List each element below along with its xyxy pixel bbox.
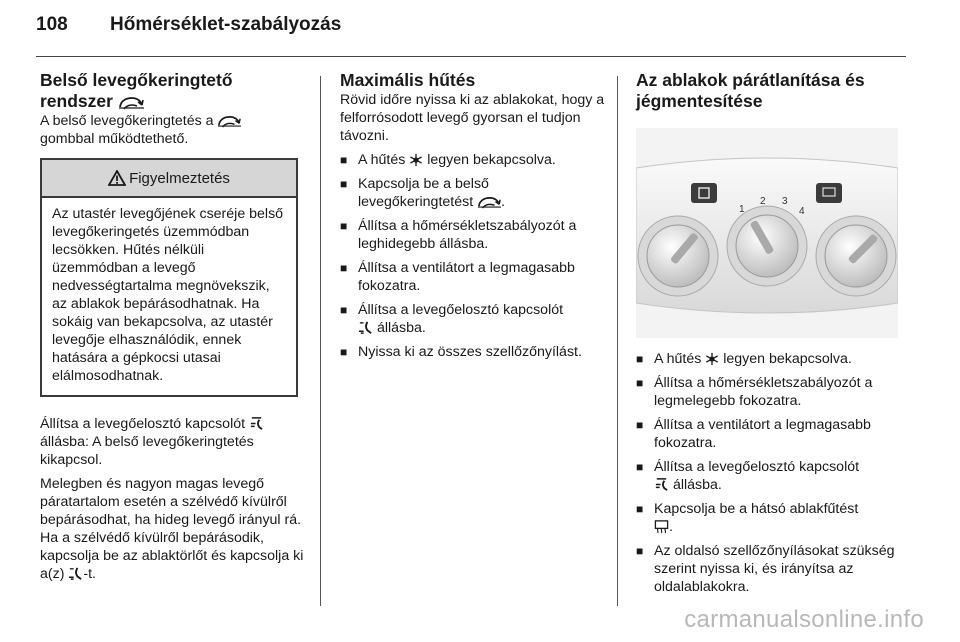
fan-speed-1: 1 xyxy=(739,204,745,215)
list-item: ■ Kapcsolja be a hátsó ablakfűtést . xyxy=(636,500,906,536)
snowflake-icon xyxy=(705,352,719,366)
ac-button xyxy=(691,183,717,203)
warning-triangle-icon xyxy=(108,170,126,186)
page-header xyxy=(36,14,341,36)
defrost-heading: Az ablakok párátlanítása és jégmentesítése xyxy=(636,70,865,111)
recirculation-icon xyxy=(477,196,501,209)
footwell-airflow-icon xyxy=(68,566,83,581)
upper-airflow-icon xyxy=(358,320,373,335)
column-recirculation xyxy=(40,70,305,583)
rear-window-heating-icon xyxy=(654,519,669,534)
paragraph-fogging: Melegben és nagyon magas levegő páratartalom esetén a szélvédő kívülről bepárásodhat, ha hideg levegő irányul rá. Ha a szélvédő kívülről bepárásodik, kapcsolja be az ablaktörlőt és kapcsolja ki a(z) -t. xyxy=(40,476,304,582)
paragraph-distribution: Állítsa a levegőelosztó kapcsolót állásba: A belső levegőkeringtetés kikapcsol. xyxy=(40,415,305,469)
list-item: ■ Állítsa a levegőelosztó kapcsolót állásba. xyxy=(636,458,906,494)
snowflake-icon xyxy=(409,153,423,167)
defrost-list xyxy=(636,350,906,596)
warning-box xyxy=(40,158,298,397)
list-item: ■ Kapcsolja be a belső levegőkeringtetést . xyxy=(340,175,608,211)
recirculation-icon xyxy=(118,96,144,110)
page-number: 108 xyxy=(36,14,68,35)
fan-speed-3: 3 xyxy=(782,196,788,207)
column-divider-2 xyxy=(617,76,618,606)
list-item: ■ Az oldalsó szellőzőnyílásokat szükség szerint nyissa ki, és irányítsa az oldalablakokra. xyxy=(636,542,906,596)
list-item: ■ Állítsa a ventilátort a legmagasabb fokozatra. xyxy=(636,416,906,452)
list-item: ■ Állítsa a ventilátort a legmagasabb fokozatra. xyxy=(340,259,608,295)
page-title: Hőmérséklet-szabályozás xyxy=(110,14,342,35)
recirculation-icon xyxy=(217,115,241,128)
warning-text: Az utastér levegőjének cseréje belső levegőkeringetés üzemmódban lecsökken. Hűtés nélküli üzemmódban a levegő nedvességtartalma megnövekszik, az ablakok bepárásodhatnak. Ha sokáig van bekapcsolva, az utastér levegője elhasználódik, ennek hatására a gépkocsi utasai elálmosodhatnak. xyxy=(52,206,284,384)
recirculation-intro: A belső levegőkeringtetés a gombbal működtethető. xyxy=(40,112,305,148)
fan-speed-4: 4 xyxy=(799,206,805,217)
list-item: ■ Nyissa ki az összes szellőzőnyílást. xyxy=(340,343,608,361)
list-item: ■ Állítsa a hőmérsékletszabályozót a leghidegebb állásba. xyxy=(340,217,608,253)
rear-heat-button xyxy=(816,183,842,203)
list-item: ■ Állítsa a hőmérsékletszabályozót a legmelegebb fokozatra. xyxy=(636,374,906,410)
max-cooling-list xyxy=(340,151,608,361)
climate-control-figure xyxy=(636,128,898,338)
max-cooling-heading: Maximális hűtés xyxy=(340,70,476,90)
header-rule xyxy=(36,56,906,57)
list-item: ■ A hűtés legyen bekapcsolva. xyxy=(636,350,906,368)
fan-speed-2: 2 xyxy=(760,196,766,207)
list-item: ■ A hűtés legyen bekapcsolva. xyxy=(340,151,608,169)
column-defrost xyxy=(636,70,906,602)
list-item: ■ Állítsa a levegőelosztó kapcsolót állásba. xyxy=(340,301,608,337)
warning-header xyxy=(42,160,296,198)
seat-airflow-icon xyxy=(249,416,264,431)
max-cooling-intro: Rövid időre nyissa ki az ablakokat, hogy a felforrósodott levegő gyorsan el tudjon távozni. xyxy=(340,92,605,144)
recirculation-heading: Belső levegőkeringtető rendszer xyxy=(40,70,233,111)
warning-title: Figyelmeztetés xyxy=(129,169,230,187)
column-divider-1 xyxy=(320,76,321,606)
column-max-cooling xyxy=(340,70,608,367)
climate-panel-illustration xyxy=(636,128,898,338)
watermark: carmanualsonline.info xyxy=(684,606,924,633)
windshield-airflow-icon xyxy=(654,477,669,492)
